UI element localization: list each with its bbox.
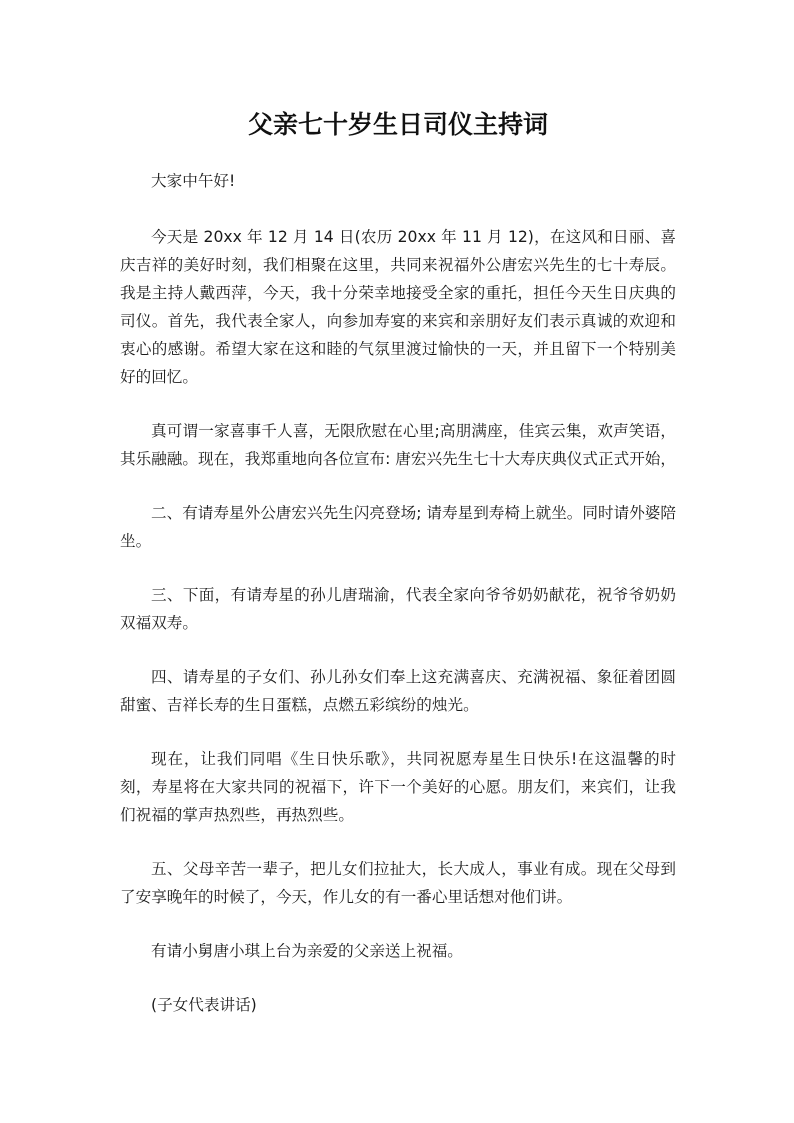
speech-note-paragraph: (子女代表讲话) <box>151 996 257 1014</box>
document-title: 父亲七十岁生日司仪主持词 <box>247 110 548 139</box>
step-two-paragraph: 二、有请寿星外公唐宏兴先生闪亮登场; 请寿星到寿椅上就坐。同时请外婆陪坐。 <box>120 504 676 550</box>
document-page <box>120 105 676 1045</box>
greeting-paragraph: 大家中午好! <box>151 172 236 190</box>
step-three-paragraph: 三、下面，有请寿星的孙儿唐瑞渝，代表全家向爷爷奶奶献花，祝爷爷奶奶双福双寿。 <box>120 586 676 632</box>
birthday-song-paragraph: 现在，让我们同唱《生日快乐歌》，共同祝愿寿星生日快乐!在这温馨的时刻，寿星将在大家共同的祝福下，许下一个美好的心愿。朋友们，来宾们，让我们祝福的掌声热烈些，再热烈些。 <box>120 750 676 824</box>
step-four-paragraph: 四、请寿星的子女们、孙儿孙女们奉上这充满喜庆、充满祝福、象征着团圆甜蜜、吉祥长寿的生日蛋糕，点燃五彩缤纷的烛光。 <box>120 668 676 714</box>
opening-paragraph: 今天是 20xx 年 12 月 14 日(农历 20xx 年 11 月 12)，在这风和日丽、喜庆吉祥的美好时刻，我们相聚在这里，共同来祝福外公唐宏兴先生的七十寿辰。我是主持人戴西萍，今天，我十分荣幸地接受全家的重托，担任今天生日庆典的司仪。首先，我代表全家人，向参加寿宴的来宾和亲朋好友们表示真诚的欢迎和衷心的感谢。希望大家在这和睦的气氛里渡过愉快的一天，并且留下一个特别美好的回忆。 <box>120 228 676 386</box>
invitation-paragraph: 有请小舅唐小琪上台为亲爱的父亲送上祝福。 <box>151 942 463 960</box>
announcement-paragraph: 真可谓一家喜事千人喜，无限欣慰在心里;高朋满座，佳宾云集，欢声笑语，其乐融融。现在，我郑重地向各位宣布: 唐宏兴先生七十大寿庆典仪式正式开始， <box>120 422 676 468</box>
step-five-paragraph: 五、父母辛苦一辈子，把儿女们拉扯大，长大成人，事业有成。现在父母到了安享晚年的时候了，今天，作儿女的有一番心里话想对他们讲。 <box>120 860 676 906</box>
